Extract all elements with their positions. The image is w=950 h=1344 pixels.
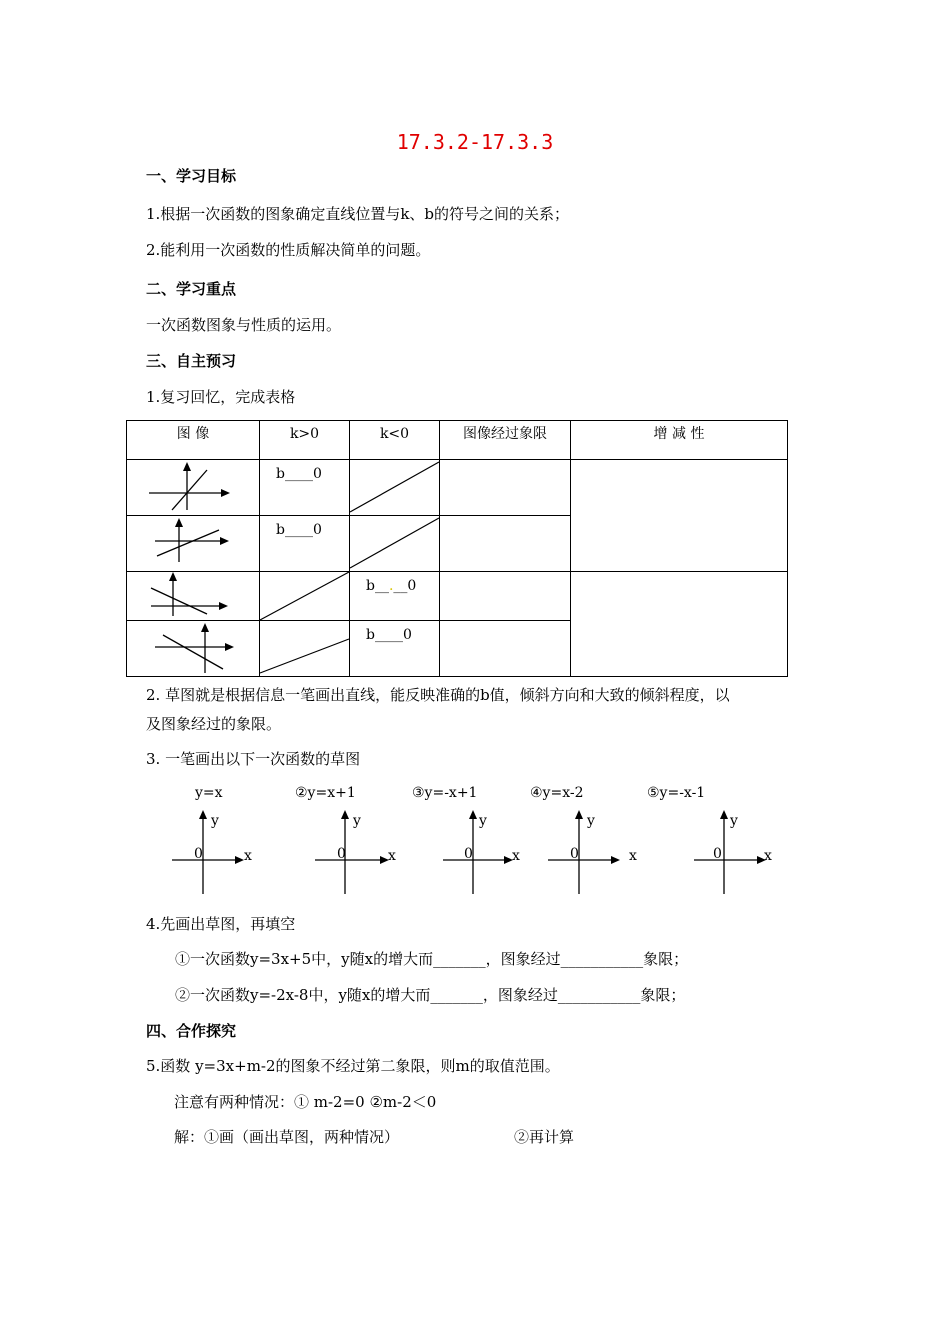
header-k-negative: k<0 (350, 421, 440, 460)
solution-step-1: 解：①画（画出草图，两种情况） (174, 1128, 400, 1146)
question-3: 3. 一笔画出以下一次函数的草图 (146, 750, 361, 768)
origin-label-5: 0 (713, 846, 722, 862)
section-heading-cooperation: 四、合作探究 (146, 1022, 237, 1040)
question-4: 4.先画出草图，再填空 (146, 915, 296, 933)
goal-item-2: 2.能利用一次函数的性质解决简单的问题。 (146, 241, 431, 259)
k-negative-cell-1 (350, 460, 440, 516)
header-image: 图 像 (127, 421, 260, 460)
origin-label-1: 0 (194, 846, 203, 862)
monotonicity-cell-bottom (571, 572, 788, 677)
question-4-part-b: ②一次函数y=-2x-8中，y随x的增大而_______，图象经过___________象限； (175, 986, 686, 1004)
quadrants-cell-4 (440, 621, 571, 677)
header-k-positive: k>0 (260, 421, 350, 460)
graph-sketch-2 (127, 516, 259, 571)
origin-label-2: 0 (337, 846, 346, 862)
review-table (126, 420, 788, 677)
goal-item-1: 1.根据一次函数的图象确定直线位置与k、b的符号之间的关系； (146, 205, 570, 223)
function-label-4: ④y=x-2 (530, 785, 584, 801)
question-5: 5.函数 y=3x+m-2的图象不经过第二象限，则m的取值范围。 (146, 1057, 560, 1075)
y-axis-label-1: y (211, 813, 219, 829)
k-positive-cell-3 (260, 572, 350, 621)
origin-label-4: 0 (570, 846, 579, 862)
function-label-3: ③y=-x+1 (412, 785, 478, 801)
y-axis-label-4: y (587, 813, 595, 829)
x-axis-label-5: x (764, 848, 772, 864)
k-negative-cell-2 (350, 516, 440, 572)
section-heading-preview: 三、自主预习 (146, 352, 237, 370)
header-monotonicity: 增 减 性 (571, 421, 788, 460)
question-1: 1.复习回忆，完成表格 (146, 388, 296, 406)
question-2-line-1: 2. 草图就是根据信息一笔画出直线，能反映准确的b值，倾斜方向和大致的倾斜程度，以 (146, 686, 730, 704)
question-5-note: 注意有两种情况：① m-2=0 ②m-2＜0 (174, 1093, 437, 1111)
page-title: 17.3.2-17.3.3 (396, 130, 554, 154)
diagonal-line (350, 518, 439, 568)
graph-cell-3 (127, 572, 260, 621)
graph-cell-4 (127, 621, 260, 677)
graph-sketch-3 (127, 572, 259, 620)
diagonal-line (260, 639, 349, 673)
k-positive-cell-4 (260, 621, 350, 677)
k-positive-cell-2 (260, 516, 350, 572)
question-2-line-2: 及图象经过的象限。 (146, 715, 282, 733)
graph-sketch-1 (127, 460, 259, 515)
y-axis-label-2: y (353, 813, 361, 829)
quadrants-cell-3 (440, 572, 571, 621)
x-axis-label-1: x (244, 848, 252, 864)
graph-cell-2 (127, 516, 260, 572)
x-axis-label-2: x (388, 848, 396, 864)
b-sign-blank-2: b____0 (276, 522, 322, 538)
b-sign-blank-3: b__.__0 (366, 578, 417, 594)
function-label-5: ⑤y=-x-1 (647, 785, 706, 801)
b-sign-blank-4: b____0 (366, 627, 412, 643)
origin-label-3: 0 (464, 846, 473, 862)
k-positive-cell-1 (260, 460, 350, 516)
function-label-2: ②y=x+1 (295, 785, 356, 801)
key-point-text: 一次函数图象与性质的运用。 (146, 316, 342, 334)
diagonal-line (350, 462, 439, 512)
section-heading-goals: 一、学习目标 (146, 167, 237, 185)
solution-step-2: ②再计算 (514, 1128, 575, 1146)
b-sign-blank-1: b____0 (276, 466, 322, 482)
y-axis-label-3: y (479, 813, 487, 829)
question-4-part-a: ①一次函数y=3x+5中，y随x的增大而_______，图象经过___________象限； (175, 950, 689, 968)
graph-sketch-4 (127, 621, 259, 676)
x-axis-label-3: x (512, 848, 520, 864)
x-axis-label-4: x (629, 848, 637, 864)
k-negative-cell-4 (350, 621, 440, 677)
function-label-1: y=x (195, 785, 223, 801)
quadrants-cell-2 (440, 516, 571, 572)
graph-cell-1 (127, 460, 260, 516)
monotonicity-cell-top (571, 460, 788, 572)
header-quadrants: 图像经过象限 (440, 421, 571, 460)
diagonal-line (260, 572, 349, 620)
section-heading-key-points: 二、学习重点 (146, 280, 237, 298)
k-negative-cell-3 (350, 572, 440, 621)
quadrants-cell-1 (440, 460, 571, 516)
y-axis-label-5: y (730, 813, 738, 829)
